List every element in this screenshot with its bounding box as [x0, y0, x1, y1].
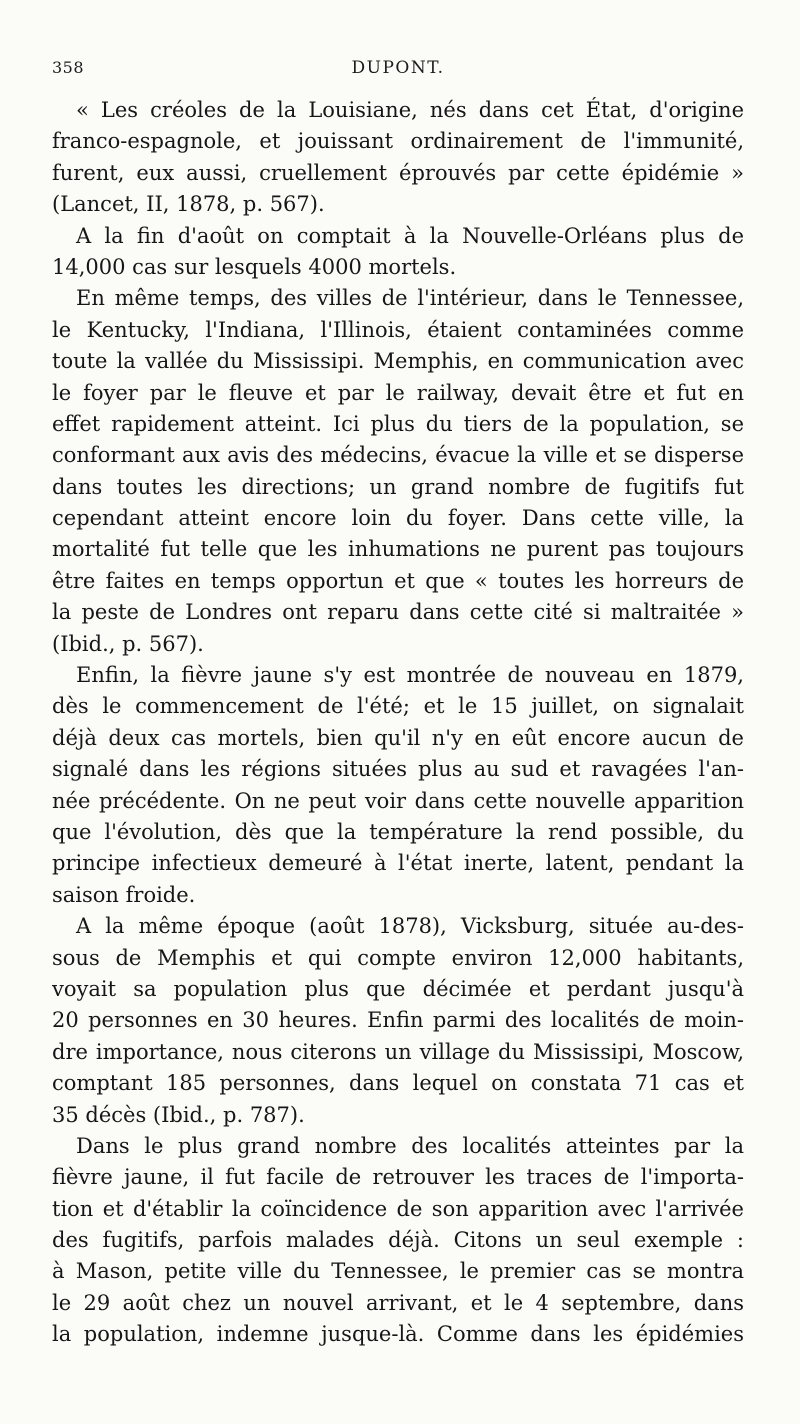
- text-line: principe infectieux demeuré à l'état inerte, latent, pendant la: [52, 851, 744, 876]
- text-line: A la fin d'août on comptait à la Nouvelle-Orléans plus de: [76, 223, 744, 248]
- text-line: mortalité fut telle que les inhumations ne purent pas toujours: [52, 537, 744, 562]
- running-head: [52, 58, 744, 86]
- text-line: 20 personnes en 30 heures. Enfin parmi des localités de moin-: [52, 1008, 744, 1033]
- text-line: dès le commencement de l'été; et le 15 juillet, on signalait: [52, 694, 744, 719]
- text-line: (Ibid., p. 567).: [52, 631, 204, 656]
- text-line: la peste de Londres ont reparu dans cette cité si maltraitée »: [52, 600, 744, 625]
- text-line: toute la vallée du Mississipi. Memphis, en communication avec: [52, 349, 744, 374]
- text-line: Dans le plus grand nombre des localités atteintes par la: [76, 1133, 744, 1158]
- text-line: A la même époque (août 1878), Vicksburg, située au-des-: [76, 914, 744, 939]
- text-line: tion et d'établir la coïncidence de son apparition avec l'arrivée: [52, 1196, 744, 1221]
- text-line: née précédente. On ne peut voir dans cette nouvelle apparition: [52, 788, 744, 813]
- text-line: conformant aux avis des médecins, évacue la ville et se disperse: [52, 443, 744, 468]
- text-line: (Lancet, II, 1878, p. 567).: [52, 192, 325, 217]
- text-line: Enfin, la fièvre jaune s'y est montrée de nouveau en 1879,: [76, 663, 744, 688]
- text-line: à Mason, petite ville du Tennessee, le premier cas se montra: [52, 1259, 744, 1284]
- text-line: voyait sa population plus que décimée et perdant jusqu'à: [52, 976, 744, 1001]
- text-line: la population, indemne jusque-là. Comme dans les épidémies: [52, 1322, 744, 1347]
- text-line: comptant 185 personnes, dans lequel on constata 71 cas et: [52, 1071, 744, 1096]
- running-title: DUPONT.: [351, 58, 445, 78]
- text-line: fièvre jaune, il fut facile de retrouver les traces de l'importa-: [52, 1165, 744, 1190]
- text-line: 14,000 cas sur lesquels 4000 mortels.: [52, 254, 457, 279]
- text-line: furent, eux aussi, cruellement éprouvés par cette épidémie »: [52, 160, 744, 185]
- body-text: [52, 95, 744, 1351]
- text-line: effet rapidement atteint. Ici plus du tiers de la population, se: [52, 411, 744, 436]
- text-line: 35 décès (Ibid., p. 787).: [52, 1102, 305, 1127]
- text-line: déjà deux cas mortels, bien qu'il n'y en eût encore aucun de: [52, 725, 744, 750]
- text-line: le foyer par le fleuve et par le railway, devait être et fut en: [52, 380, 744, 405]
- text-line: En même temps, des villes de l'intérieur, dans le Tennessee,: [76, 286, 744, 311]
- text-line: dans toutes les directions; un grand nombre de fugitifs fut: [52, 474, 744, 499]
- text-line: franco-espagnole, et jouissant ordinairement de l'immunité,: [52, 129, 744, 154]
- text-line: le Kentucky, l'Indiana, l'Illinois, étaient contaminées comme: [52, 317, 744, 342]
- page-number: 358: [52, 58, 85, 77]
- text-line: saison froide.: [52, 882, 196, 907]
- text-line: le 29 août chez un nouvel arrivant, et le 4 septembre, dans: [52, 1290, 744, 1315]
- text-line: sous de Memphis et qui compte environ 12,000 habitants,: [52, 945, 744, 970]
- text-line: des fugitifs, parfois malades déjà. Citons un seul exemple :: [52, 1228, 744, 1253]
- text-line: dre importance, nous citerons un village du Mississipi, Moscow,: [52, 1039, 744, 1064]
- text-line: cependant atteint encore loin du foyer. Dans cette ville, la: [52, 506, 744, 531]
- text-line: que l'évolution, dès que la température la rend possible, du: [52, 819, 744, 844]
- text-line: « Les créoles de la Louisiane, nés dans cet État, d'origine: [76, 98, 744, 122]
- text-line: signalé dans les régions situées plus au sud et ravagées l'an-: [52, 757, 744, 782]
- text-line: être faites en temps opportun et que « toutes les horreurs de: [52, 568, 744, 593]
